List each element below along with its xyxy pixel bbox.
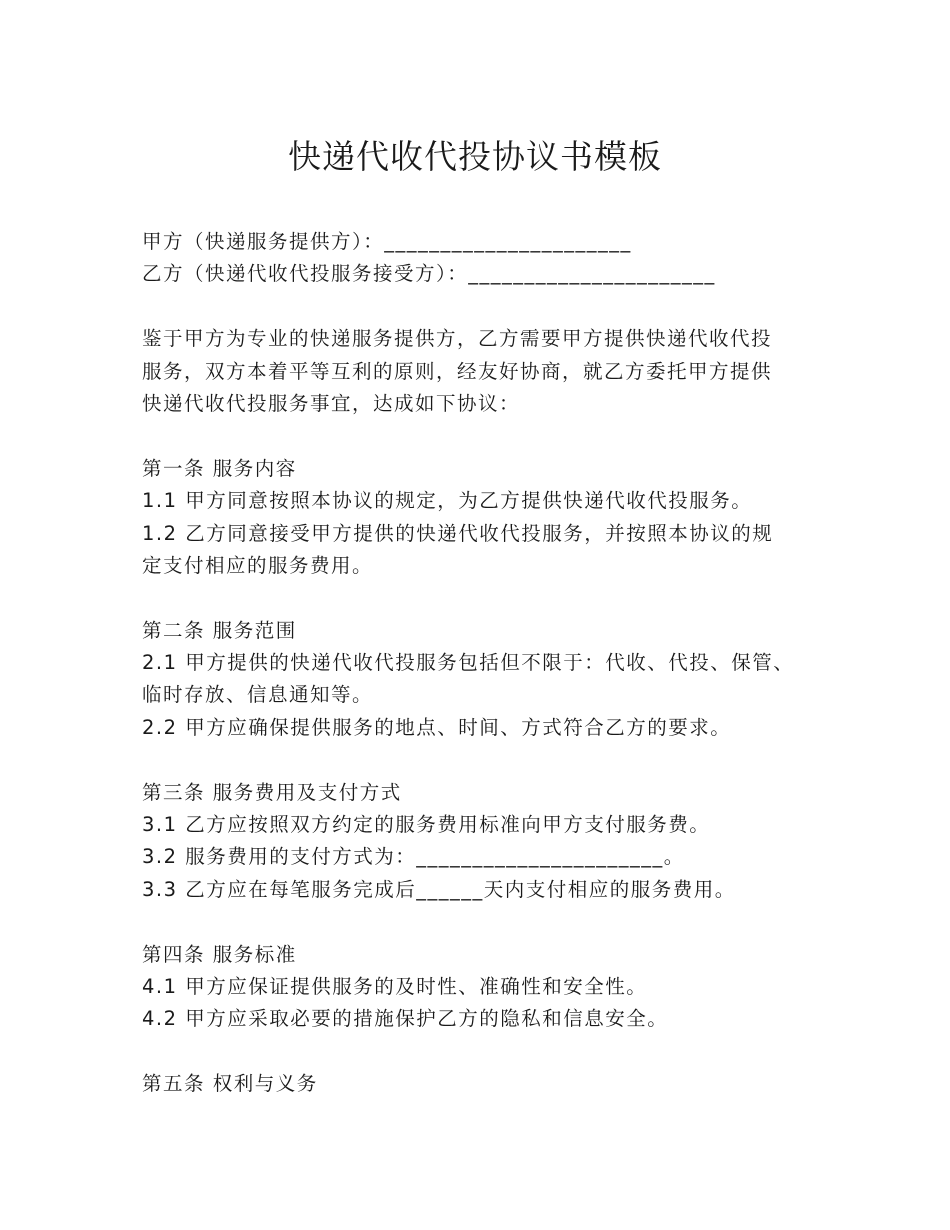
clause-line: 临时存放、信息通知等。 bbox=[142, 683, 374, 707]
spacer bbox=[142, 420, 842, 452]
clause-line: 4.2 甲方应采取必要的措施保护乙方的隐私和信息安全。 bbox=[142, 1007, 669, 1031]
clause-line: 1.2 乙方同意接受甲方提供的快递代收代投服务，并按照本协议的规 bbox=[142, 521, 774, 545]
clause-line: 3.3 乙方应在每笔服务完成后______天内支付相应的服务费用。 bbox=[142, 877, 736, 901]
section-heading: 第一条 服务内容 bbox=[142, 456, 297, 480]
spacer bbox=[142, 744, 842, 776]
preamble-line: 服务，双方本着平等互利的原则，经友好协商，就乙方委托甲方提供 bbox=[142, 359, 773, 383]
section-heading: 第五条 权利与义务 bbox=[142, 1072, 318, 1096]
clause-line: 4.1 甲方应保证提供服务的及时性、准确性和安全性。 bbox=[142, 974, 648, 998]
spacer bbox=[142, 1036, 842, 1068]
document-body bbox=[142, 226, 842, 1101]
section-heading: 第二条 服务范围 bbox=[142, 618, 297, 642]
document-title: 快递代收代投协议书模板 bbox=[288, 137, 662, 176]
party-a-line: 甲方（快递服务提供方）：______________________ bbox=[142, 230, 632, 253]
clause-line: 3.1 乙方应按照双方约定的服务费用标准向甲方支付服务费。 bbox=[142, 813, 711, 837]
section-heading: 第四条 服务标准 bbox=[142, 942, 297, 966]
spacer bbox=[142, 582, 842, 614]
spacer bbox=[142, 291, 842, 323]
spacer bbox=[142, 906, 842, 938]
clause-line: 3.2 服务费用的支付方式为：______________________。 bbox=[142, 845, 685, 869]
preamble-line: 快递代收代投服务事宜，达成如下协议： bbox=[142, 391, 521, 415]
party-b-line: 乙方（快递代收代投服务接受方）：______________________ bbox=[142, 262, 716, 286]
clause-line: 定支付相应的服务费用。 bbox=[142, 553, 374, 577]
preamble-line: 鉴于甲方为专业的快递服务提供方，乙方需要甲方提供快递代收代投 bbox=[142, 327, 773, 351]
clause-line: 2.1 甲方提供的快递代收代投服务包括但不限于：代收、代投、保管、 bbox=[142, 651, 795, 675]
section-heading: 第三条 服务费用及支付方式 bbox=[142, 780, 402, 804]
clause-line: 1.1 甲方同意按照本协议的规定，为乙方提供快递代收代投服务。 bbox=[142, 489, 753, 513]
clause-line: 2.2 甲方应确保提供服务的地点、时间、方式符合乙方的要求。 bbox=[142, 715, 732, 739]
